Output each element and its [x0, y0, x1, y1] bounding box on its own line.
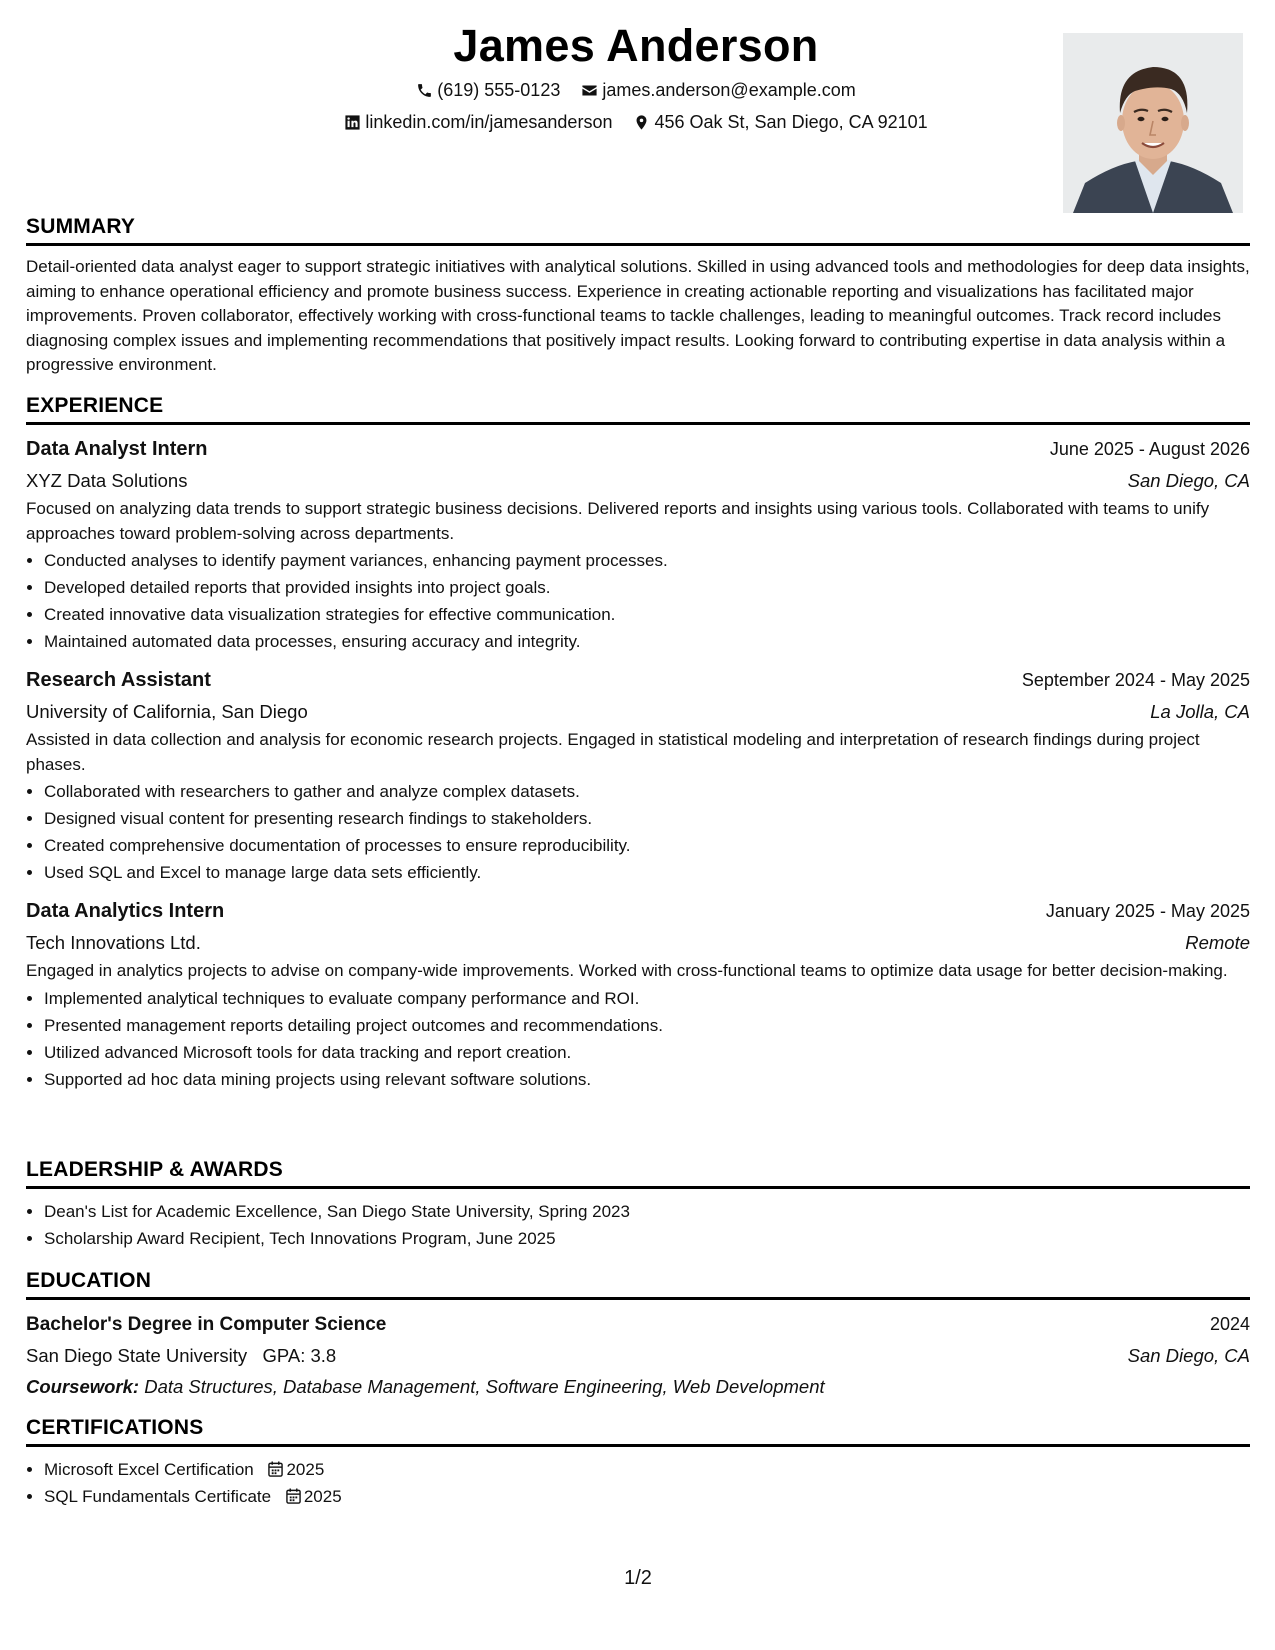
section-title-summary: SUMMARY: [26, 213, 1250, 246]
list-item: • Utilized advanced Microsoft tools for data tracking and report creation.: [44, 1039, 1250, 1066]
summary-section: [26, 213, 1250, 378]
list-item: [44, 1456, 1250, 1483]
job-title: Data Analyst Intern: [26, 438, 208, 460]
email-text: james.anderson@example.com: [602, 80, 856, 100]
certification-year: 2025: [286, 1460, 325, 1479]
section-title-leadership: LEADERSHIP & AWARDS: [26, 1156, 1250, 1189]
job-description: Assisted in data collection and analysis for economic research projects. Engaged in statistical modeling and interpretation of research findings during project phases.: [26, 730, 1200, 774]
coursework-line: [26, 1372, 1250, 1402]
list-item: • Developed detailed reports that provided insights into project goals.: [44, 574, 1250, 601]
job-entry: [26, 434, 1250, 655]
coursework-label: Coursework:: [26, 1376, 140, 1397]
phone-contact[interactable]: [416, 80, 560, 101]
linkedin-icon: [344, 114, 361, 131]
list-item: [44, 1483, 1250, 1510]
section-title-education: EDUCATION: [26, 1267, 1250, 1300]
resume-page: [26, 0, 1250, 1650]
job-location: La Jolla, CA: [1150, 701, 1250, 722]
job-organization: Tech Innovations Ltd.: [26, 932, 201, 953]
job-bullets: [26, 547, 1250, 655]
section-title-experience: EXPERIENCE: [26, 392, 1250, 425]
list-item: • Created innovative data visualization strategies for effective communication.: [44, 601, 1250, 628]
certification-year: 2025: [303, 1487, 342, 1506]
job-title: Data Analytics Intern: [26, 900, 225, 922]
envelope-icon: [581, 82, 598, 99]
linkedin-text: linkedin.com/in/jamesanderson: [365, 112, 613, 132]
list-item: • Maintained automated data processes, ensuring accuracy and integrity.: [44, 628, 1250, 655]
job-bullets: [26, 985, 1250, 1093]
certification-name: SQL Fundamentals Certificate: [44, 1487, 272, 1506]
list-item: • Conducted analyses to identify payment variances, enhancing payment processes.: [44, 547, 1250, 574]
list-item: • Used SQL and Excel to manage large data sets efficiently.: [44, 859, 1250, 886]
profile-photo: [1063, 33, 1243, 213]
job-entry: [26, 896, 1250, 1093]
education-section: [26, 1267, 1250, 1402]
list-item: • Designed visual content for presenting research findings to stakeholders.: [44, 805, 1250, 832]
job-location: San Diego, CA: [1127, 470, 1250, 491]
address-contact: [633, 112, 927, 133]
job-description: Engaged in analytics projects to advise on company-wide improvements. Worked with cross-functional teams to optimize data usage for better decision-making.: [26, 961, 1228, 980]
summary-text: Detail-oriented data analyst eager to support strategic initiatives with analytical solutions. Skilled in using advanced tools and methodologies for deep data insights, aiming to enhance operational efficiency and promote business success. Experience in creating actionable reporting and visualizations has facilitated major improvements. Proven collaborator, effectively working with cross-functional teams to tackle challenges, leading to meaningful outcomes. Track record includes diagnosing complex issues and implementing recommendations that positively impact results. Looking forward to contributing expertise in data analysis within a progressive environment.: [26, 257, 1250, 374]
section-title-certifications: CERTIFICATIONS: [26, 1414, 1250, 1447]
gpa: GPA: 3.8: [262, 1345, 337, 1366]
email-contact[interactable]: [581, 80, 855, 101]
job-dates: June 2025 - August 2026: [1049, 439, 1250, 459]
experience-section: [26, 392, 1250, 1103]
certifications-section: [26, 1414, 1250, 1510]
list-item: • Collaborated with researchers to gather and analyze complex datasets.: [44, 778, 1250, 805]
graduation-year: 2024: [1209, 1314, 1250, 1334]
school-line: [26, 1340, 336, 1372]
address-text: 456 Oak St, San Diego, CA 92101: [654, 112, 928, 132]
page-number: 1/2: [624, 1567, 652, 1589]
list-item: • Supported ad hoc data mining projects using relevant software solutions.: [44, 1066, 1250, 1093]
job-bullets: [26, 778, 1250, 886]
candidate-name: James Anderson: [453, 20, 819, 71]
job-location: Remote: [1185, 932, 1250, 953]
calendar-icon: [286, 1488, 301, 1504]
job-title: Research Assistant: [26, 669, 211, 691]
job-organization: XYZ Data Solutions: [26, 470, 188, 491]
job-dates: September 2024 - May 2025: [1021, 670, 1250, 690]
linkedin-contact[interactable]: [344, 112, 612, 133]
degree-title: Bachelor's Degree in Computer Science: [26, 1314, 387, 1335]
list-item: • Scholarship Award Recipient, Tech Innovations Program, June 2025: [44, 1225, 1250, 1252]
certifications-list: [26, 1456, 1250, 1510]
calendar-icon: [268, 1461, 283, 1477]
resume-header: [26, 0, 1250, 220]
job-organization: University of California, San Diego: [26, 701, 308, 722]
job-description: Focused on analyzing data trends to support strategic business decisions. Delivered reports and insights using various tools. Collaborated with teams to unify approaches toward problem-solving across departments.: [26, 499, 1210, 543]
phone-icon: [416, 82, 433, 99]
certification-name: Microsoft Excel Certification: [44, 1460, 254, 1479]
school-name: San Diego State University: [26, 1345, 248, 1366]
leadership-section: [26, 1156, 1250, 1252]
job-dates: January 2025 - May 2025: [1045, 901, 1250, 921]
phone-text: (619) 555-0123: [437, 80, 561, 100]
list-item: • Created comprehensive documentation of processes to ensure reproducibility.: [44, 832, 1250, 859]
school-location: San Diego, CA: [1127, 1345, 1250, 1366]
list-item: • Dean's List for Academic Excellence, San Diego State University, Spring 2023: [44, 1198, 1250, 1225]
list-item: • Presented management reports detailing project outcomes and recommendations.: [44, 1012, 1250, 1039]
leadership-list: [26, 1198, 1250, 1252]
map-pin-icon: [633, 114, 650, 131]
coursework-text: Data Structures, Database Management, Software Engineering, Web Development: [144, 1376, 825, 1397]
job-entry: [26, 665, 1250, 886]
list-item: • Implemented analytical techniques to evaluate company performance and ROI.: [44, 985, 1250, 1012]
